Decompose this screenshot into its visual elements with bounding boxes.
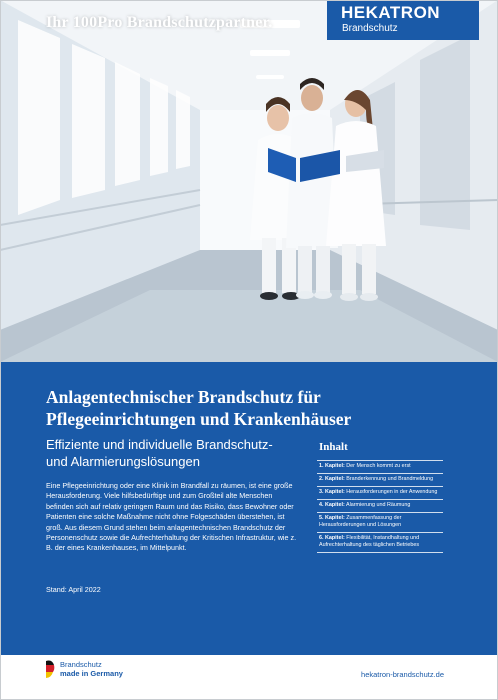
website-link[interactable]: hekatron-brandschutz.de xyxy=(361,670,444,679)
hekatron-logo[interactable] xyxy=(327,0,479,40)
title-line-1: Anlagentechnischer Brandschutz für xyxy=(46,387,321,407)
made-in-germany-line-2: made in Germany xyxy=(60,669,123,678)
table-of-contents xyxy=(317,460,443,553)
toc-chapter-title: Alarmierung und Räumung xyxy=(345,502,411,508)
document-title xyxy=(46,386,466,430)
logo-subline: Brandschutz xyxy=(342,23,398,34)
toc-item-2[interactable] xyxy=(317,474,443,487)
toc-chapter-number: 3. Kapitel: xyxy=(319,489,345,495)
toc-item-6[interactable] xyxy=(317,533,443,553)
toc-chapter-title: Der Mensch kommt zu erst xyxy=(346,463,411,469)
title-line-2: Pflegeeinrichtungen und Krankenhäuser xyxy=(46,409,352,429)
toc-chapter-number: 5. Kapitel: xyxy=(319,515,345,521)
toc-chapter-number: 6. Kapitel: xyxy=(319,535,345,541)
toc-chapter-title: Herausforderungen in der Anwendung xyxy=(346,489,438,495)
toc-chapter-number: 1. Kapitel: xyxy=(319,463,345,469)
document-subtitle xyxy=(46,436,306,470)
toc-item-3[interactable] xyxy=(317,487,443,500)
logo-wordmark: HEKATRON xyxy=(341,3,441,22)
footer xyxy=(0,655,498,700)
subtitle-line-2: und Alarmierungslösungen xyxy=(46,454,200,469)
toc-item-5[interactable] xyxy=(317,513,443,533)
toc-item-4[interactable] xyxy=(317,500,443,513)
toc-chapter-title: Flexibilität, Instandhaltung und Aufrechterhaltung des täglichen Betriebes xyxy=(319,535,420,548)
tagline: Ihr 100Pro Brandschutzpartner. xyxy=(46,14,273,31)
toc-item-1[interactable] xyxy=(317,460,443,474)
subtitle-line-1: Effiziente und individuelle Brandschutz- xyxy=(46,437,273,452)
german-flag-icon xyxy=(44,660,56,679)
made-in-germany-line-1: Brandschutz xyxy=(60,660,102,669)
stand-date: Stand: April 2022 xyxy=(46,585,101,594)
toc-chapter-title: Zusammenfassung der Herausforderungen und Lösungen xyxy=(319,515,402,528)
toc-chapter-title: Branderkennung und Brandmeldung xyxy=(346,476,434,482)
toc-heading: Inhalt xyxy=(319,441,348,453)
toc-chapter-number: 4. Kapitel: xyxy=(319,502,345,508)
toc-chapter-number: 2. Kapitel: xyxy=(319,476,345,482)
intro-paragraph: Eine Pflegeeinrichtung oder eine Klinik im Brandfall zu räumen, ist eine große Herausforderung. Viele hilfsbedürftige und zum Großteil alte Menschen befinden sich auf relativ geringem Raum und das Risiko, dass Bewohner oder Patienten eine solche Maßnahme nicht ohne Folgeschäden überstehen, ist groß. Aus diesem Grund stehen beim anlagentechnischen Brandschutz der Personenschutz sowie die Aufrechterhaltung der Kritischen Infrastruktur, wie z. B. der eines Krankenhauses, im Mittelpunkt. xyxy=(46,481,297,553)
